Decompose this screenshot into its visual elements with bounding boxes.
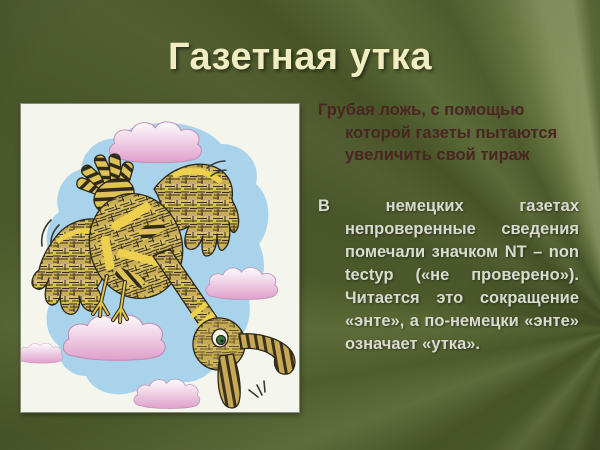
body-text	[318, 99, 579, 356]
paragraph-origin	[318, 195, 579, 356]
paragraph-definition	[318, 99, 579, 167]
definition-line: Грубая ложь, с помощью	[318, 101, 525, 119]
slide-title: Газетная утка	[168, 36, 432, 78]
origin-line: помечали значком NT – non	[345, 242, 579, 261]
definition-line: увеличить свой тираж	[345, 146, 530, 164]
definition-line: которой газеты пытаются	[345, 123, 558, 142]
duck-eye	[212, 329, 228, 347]
origin-line: непроверенные сведения	[345, 219, 579, 238]
duck-illustration-canvas	[21, 104, 299, 412]
duck-illustration	[20, 103, 300, 413]
origin-line: Читается это сокращение	[345, 288, 579, 307]
origin-line: «энте», а по-немецки «энте»	[345, 311, 579, 330]
origin-line: tectyp («не проверено»).	[345, 265, 579, 284]
origin-line: означает «утка».	[345, 334, 481, 353]
origin-line: В немецких газетах	[318, 196, 579, 215]
